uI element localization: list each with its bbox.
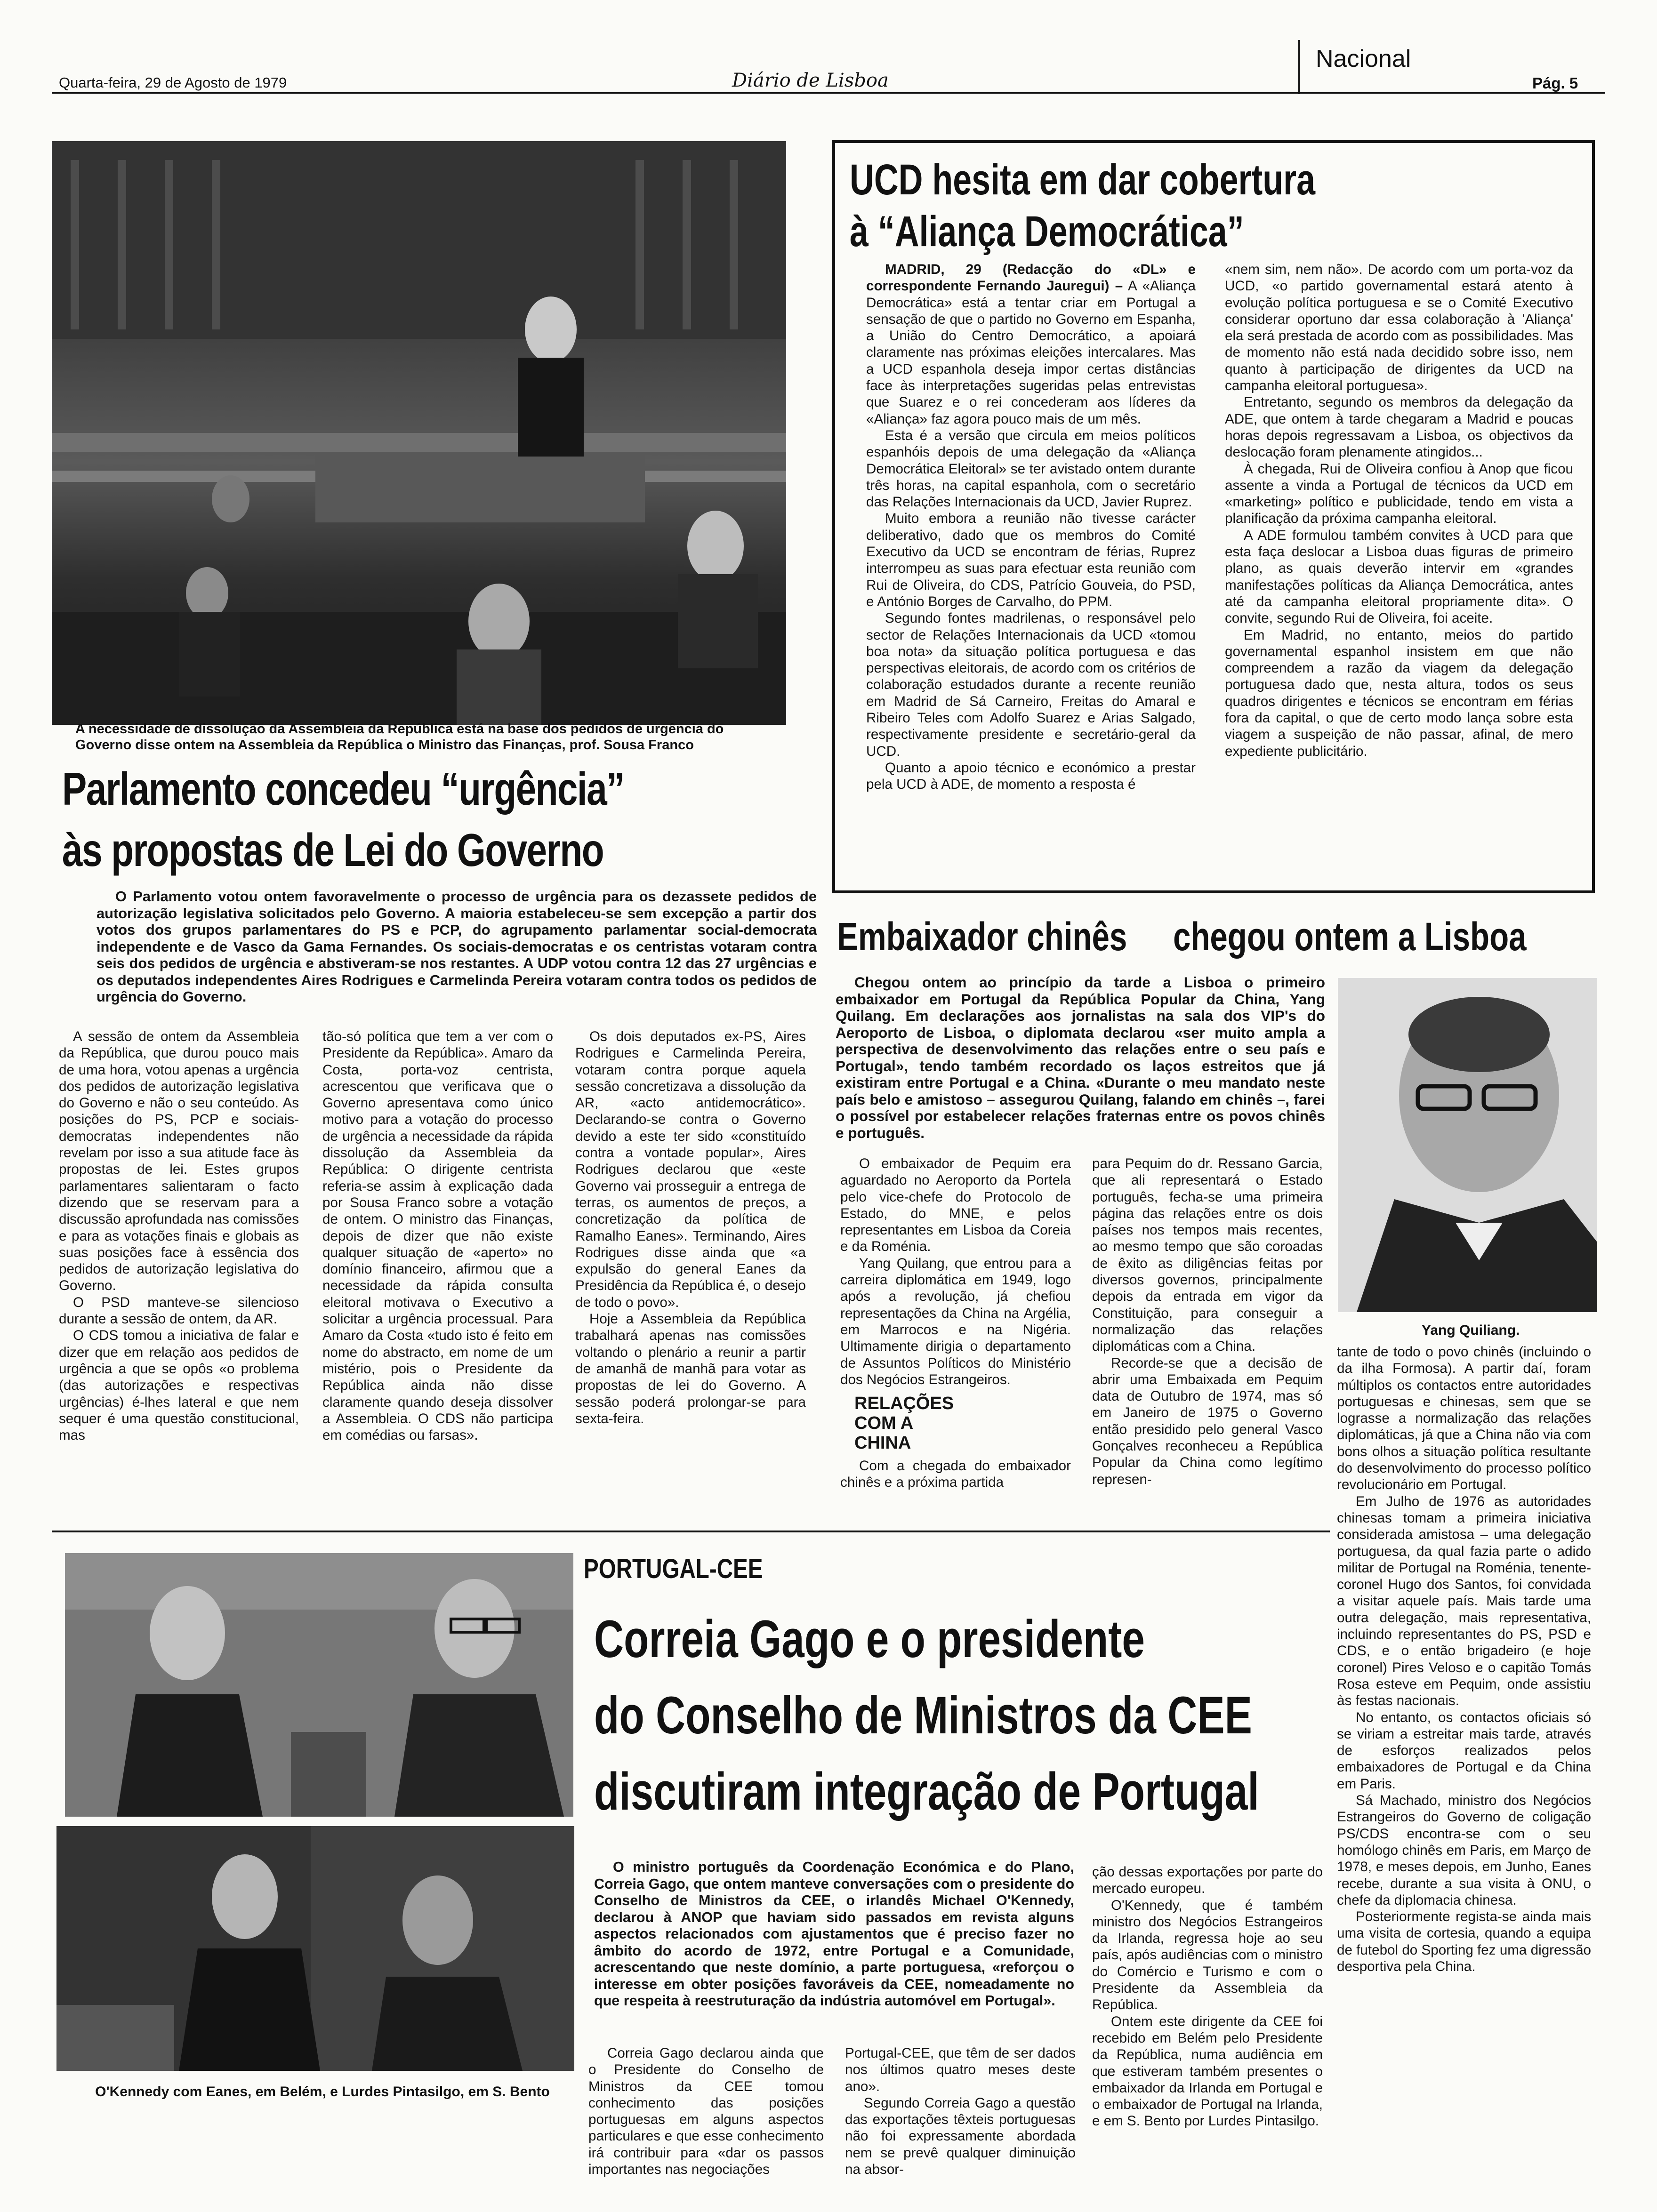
cee-col2-p2: Segundo Correia Gago a questão das exportações têxteis portuguesas não foi expressamente abordada nem se prevê qualquer diminuição na absor- — [845, 2095, 1076, 2178]
china-headline-1: Embaixador chinês — [837, 914, 1127, 959]
ucd-headline-2: à “Aliança Democrática” — [850, 208, 1244, 256]
china-col2-p1: para Pequim do dr. Ressano Garcia, que ali representará o Estado português, fecha-se uma primeira página das relações entre os dois países nos tempos mais recentes, ao mesmo tempo que são coroadas de êxito as diligências feitas por diversos governos, principalmente depois da entrada em vigor da Constituição, para conseguir a normalização das relações diplomáticas com a China. — [1092, 1156, 1323, 1354]
parliament-headline-2: às propostas de Lei do Governo — [62, 824, 604, 876]
parliament-col3-p2: Hoje a Assembleia da República trabalhará apenas nas comissões voltando o plenário a reunir a partir de amanhã de manhã para votar as propostas de lei do Governo. A sessão poderá prolongar-se para sexta-feira. — [575, 1311, 806, 1427]
ucd-col2-p3: À chegada, Rui de Oliveira confiou à Anop que ficou assente a vinda a Portugal de técnicos da UCD em «marketing» político e publicidade, tendo em vista a planificação da próxima campanha eleitoral. — [1225, 461, 1573, 527]
cee-headline-1: Correia Gago e o presidente — [594, 1610, 1145, 1668]
cee-headline-2: do Conselho de Ministros da CEE — [594, 1686, 1252, 1745]
ucd-col1-p1: A «Aliança Democrática» está a tentar criar em Portugal a sensação de que o partido no Governo em Espanha, a União do Centro Democrático, a apoiará claramente nas próximas eleições intercalares. Mas a UCD espanhola deseja impor certas distâncias face às interpretações sugeridas pelas entrevistas que Suarez e o rei concederam aos líderes da «Aliança» faz agora pouco mais de um mês. — [866, 278, 1196, 427]
ucd-col1-p5: Quanto a apoio técnico e económico a prestar pela UCD à ADE, de momento a resposta é — [866, 760, 1196, 793]
china-col3-p2: Em Julho de 1976 as autoridades chinesas tomam a primeira iniciativa considerada amistosa – uma delegação portuguesa, da qual fazia parte o adido militar de Portugal na Roménia, tenente-coronel Hugo dos Santos, foi convidada a visitar aquele país. Mais tarde uma outra delegação, mais representativa, incluindo representantes do PS, PSD e CDS, e o então brigadeiro (e hoje coronel) Pires Veloso e o capitão Tomás Rosa esteve em Pequim, onde assistiu às festas nacionais. — [1337, 1493, 1591, 1709]
china-column-1 — [840, 1155, 1071, 1491]
parliament-headline-1: Parlamento concedeu “urgência” — [62, 763, 624, 815]
china-col3-p1: tante de todo o povo chinês (incluindo o da ilha Formosa). A partir daí, foram múltiplos os contactos entre autoridades portuguesas e chinesas, sem que se lograsse a normalização das relações diplomáticas, já que a China não via com bons olhos a situação política resultante do desenvolvimento do processo político revolucionário em Portugal. — [1337, 1344, 1591, 1493]
cee-section-rule — [52, 1531, 1330, 1532]
china-col3-p3: No entanto, os contactos oficiais só se viriam a estreitar mais tarde, através de esforços realizados pelos embaixadores de Portugal e da China em Paris. — [1337, 1709, 1591, 1792]
cee-photo-caption: O'Kennedy com Eanes, em Belém, e Lurdes Pintasilgo, em S. Bento — [95, 2084, 550, 2100]
okennedy-eanes-photo — [65, 1553, 573, 1817]
ucd-col2-p2: Entretanto, segundo os membros da delegação da ADE, que ontem à tarde chegaram a Madrid e poucas horas depois regressavam a Lisboa, os objectivos da deslocação foram plenamente atingidos... — [1225, 394, 1573, 460]
parliament-column-3 — [575, 1028, 806, 1427]
ucd-col2-p4: A ADE formulou também convites à UCD para que esta faça deslocar a Lisboa duas figuras de primeiro plano, as quais deverão intervir em «grandes manifestações políticas da Aliança Democrática, antes até da campanha eleitoral propriamente dita». O convite, segundo Rui de Oliveira, foi aceite. — [1225, 527, 1573, 626]
cee-column-3 — [1092, 1864, 1323, 2130]
china-column-2 — [1092, 1155, 1323, 1488]
section-box-left-rule — [1298, 40, 1300, 94]
masthead-rule — [52, 92, 1605, 94]
parliament-col2-p1: tão-só política que tem a ver com o Presidente da República». Amaro da Costa, porta-voz centrista, acrescentou que verificava que o Governo apresentava como único motivo para a votação do processo de urgência a necessidade da rápida dissolução da Assembleia da República: O dirigente centrista referia-se assim à explicação dada por Sousa Franco sobre a votação de ontem. O ministro das Finanças, depois de dizer que não existe qualquer situação de «aperto» no domínio financeiro, afirmou que a necessidade da rápida consulta eleitoral motivava o Executivo a solicitar a urgência processual. Para Amaro da Costa «tudo isto é feito em nome do abstracto, em nome de um mistério, pois o Presidente da República ainda não disse claramente quando deseja dissolver a Assembleia. O CDS não participa em comédias ou farsas». — [322, 1029, 553, 1443]
ucd-dateline: MADRID, 29 (Redacção do «DL» e correspondente Fernando Jauregui) – — [866, 262, 1196, 294]
section-name: Nacional — [1316, 45, 1411, 72]
cee-col3-p3: Ontem este dirigente da CEE foi recebido em Belém pelo Presidente da República, numa audiência em que estiveram também presentes o embaixador da Irlanda em Portugal e o embaixador de Portugal na Irlanda, e em S. Bento por Lurdes Pintasilgo. — [1092, 2013, 1323, 2129]
cee-kicker: PORTUGAL-CEE — [584, 1554, 763, 1584]
ucd-column-2 — [1225, 261, 1573, 760]
china-subhead: RELAÇÕES COM A CHINA — [854, 1394, 954, 1453]
issue-date: Quarta-feira, 29 de Agosto de 1979 — [59, 74, 287, 91]
cee-col3-p2: O'Kennedy, que é também ministro dos Negócios Estrangeiros da Irlanda, regressa hoje ao seu país, após audiências com o ministro do Comércio e Turismo e com o Presidente da Assembleia da República. — [1092, 1897, 1323, 2013]
china-col1-p3: Com a chegada do embaixador chinês e a próxima partida — [840, 1458, 1071, 1491]
cee-column-1 — [588, 2045, 824, 2178]
newspaper-name: Diário de Lisboa — [732, 70, 889, 91]
parliament-photo — [52, 141, 786, 725]
cee-col2-p1: Portugal-CEE, que têm de ser dados nos últimos quatro meses deste ano». — [845, 2045, 1076, 2094]
ucd-column-1 — [866, 261, 1196, 793]
ucd-col1-p4: Segundo fontes madrilenas, o responsável pelo sector de Relações Internacionais da UCD «tomou boa nota» da situação política portuguesa e das perspectivas eleitorais, de acordo com os critérios de colaboração estudados durante a recente reunião em Madrid de Sá Carneiro, Freitas do Amaral e Ribeiro Teles com Adolfo Suarez e Arias Salgado, respectivamente presidente e secretário-geral da UCD. — [866, 610, 1196, 759]
parliament-col3-p1: Os dois deputados ex-PS, Aires Rodrigues e Carmelinda Pereira, votaram contra porque aquela sessão concretizava a dissolução da AR, «acto antidemocrático». Declarando-se contra o Governo devido a este ter sido «constituído contra a vontade popular», Aires Rodrigues declarou que «este Governo vai prosseguir a entrega de terras, os aumentos de preços, a concretização da política de Ramalho Eanes». Terminando, Aires Rodrigues disse ainda que «a expulsão do general Eanes da Presidência da República é, o desejo de todo o povo». — [575, 1029, 806, 1310]
parliament-col1-p2: O PSD manteve-se silencioso durante a sessão de ontem, da AR. — [59, 1294, 299, 1327]
cee-col3-p1: ção dessas exportações por parte do mercado europeu. — [1092, 1864, 1323, 1897]
parliament-column-2 — [322, 1028, 553, 1443]
parliament-column-1 — [59, 1028, 299, 1443]
parliament-col1-p3: O CDS tomou a iniciativa de falar e dizer que em relação aos pedidos de urgência a que se opôs «o problema (das autorizações e respectivas urgências) é-lhes lateral e que nem sequer é uma questão constitucional, mas — [59, 1328, 299, 1443]
cee-headline-3: discutiram integração de Portugal — [594, 1762, 1259, 1821]
cee-column-2 — [845, 2045, 1076, 2178]
ambassador-photo-caption: Yang Quiliang. — [1422, 1322, 1520, 1338]
okennedy-pintasilgo-photo — [56, 1826, 574, 2071]
page-number: Pág. 5 — [1532, 74, 1578, 92]
china-col1-p1: O embaixador de Pequim era aguardado no Aeroporto da Portela pelo vice-chefe do Protocolo de Estado, do MNE, e pelos representantes em Lisboa da Coreia e da Roménia. — [840, 1156, 1071, 1255]
parliament-photo-caption: A necessidade de dissolução da Assembleia da República está na base dos pedidos de urgência do Governo disse ontem na Assembleia da República o Ministro das Finanças, prof. Sousa Franco — [75, 721, 724, 753]
china-col2-p2: Recorde-se que a decisão de abrir uma Embaixada em Pequim data de Outubro de 1974, mas só em Janeiro de 1975 o Governo então presidido pelo general Vasco Gonçalves reconheceu a República Popular da China como legítimo represen- — [1092, 1355, 1323, 1487]
ucd-col2-p5: Em Madrid, no entanto, meios do partido governamental espanhol insistem em que não compreendem a razão da viagem da delegação portuguesa dado que, nesta altura, todos os seus quadros dirigentes e técnicos se encontram em férias fora da capital, o que de certo modo lança sobre esta viagem a suspeição de não passar, afinal, de mero expediente publicitário. — [1225, 627, 1573, 759]
ucd-col1-p3: Muito embora a reunião não tivesse carácter deliberativo, dado que os membros do Comité Executivo da UCD se encontram de férias, Ruprez interrompeu as suas para efectuar esta reunião com Rui de Oliveira, do CDS, Patrício Gouveia, do PSD, e António Borges de Carvalho, do PPM. — [866, 511, 1196, 609]
china-col1-p2: Yang Quilang, que entrou para a carreira diplomática em 1949, logo após a revolução, já chefiou representações da China na Argélia, em Marrocos e na Nigéria. Ultimamente dirigia o departamento de Assuntos Políticos do Ministério dos Negócios Estrangeiros. — [840, 1255, 1071, 1387]
cee-col1-p1: Correia Gago declarou ainda que o Presidente do Conselho de Ministros da CEE tomou conhecimento das posições portuguesas em alguns aspectos particulares e que esse conhecimento irá contribuir para «dar os passos importantes nas negociações — [588, 2045, 824, 2178]
china-headline-2: chegou ontem a Lisboa — [1173, 914, 1527, 959]
ambassador-portrait-photo — [1338, 978, 1597, 1312]
ucd-headline-1: UCD hesita em dar cobertura — [850, 156, 1315, 204]
ucd-col1-p2: Esta é a versão que circula em meios políticos espanhóis depois de uma delegação da «Aliança Democrática Eleitoral» se ter avistado ontem durante três horas, na capital espanhola, com o secretário das Relações Internacionais da UCD, Javier Ruprez. — [866, 427, 1196, 510]
ucd-col2-p1: «nem sim, nem não». De acordo com um porta-voz da UCD, «o partido governamental estará atento à evolução política portuguesa e se o Comité Executivo considerar oportuno dar essa colaboração à 'Aliança' ela será prestada de acordo com as possibilidades. Mas de momento não está nada decidido sobre isso, nem quanto à participação de dirigentes da UCD na campanha eleitoral portuguesa». — [1225, 262, 1573, 394]
parliament-col1-p1: A sessão de ontem da Assembleia da República, que durou pouco mais de uma hora, votou apenas a urgência dos pedidos de autorização legislativa do Governo e não o seu conteúdo. As posições do PS, PCP e sociais-democratas independentes não revelam por isso a sua atitude face às propostas de lei. Estes grupos parlamentares salientaram o facto dizendo que se reservam para a discussão aprofundada nas comissões e para as votações finais e globais as suas posições face à essência dos pedidos de autorização legislativa do Governo. — [59, 1029, 299, 1294]
china-lede: Chegou ontem ao princípio da tarde a Lisboa o primeiro embaixador em Portugal da República Popular da China, Yang Quilang. Em declarações aos jornalistas na sala dos VIP's do Aeroporto de Lisboa, o diplomata declarou «ser muito ampla a perspectiva de desenvolvimento das relações entre o seu país e Portugal», tendo também recordado os laços estreitos que já existiram entre Portugal e a China. «Durante o meu mandato neste país belo e amistoso – assegurou Quilang, falando em chinês –, farei o possível por estabelecer relações fraternas entre os povos chinês e português. — [836, 974, 1325, 1141]
china-col3-p4: Sá Machado, ministro dos Negócios Estrangeiros do Governo de coligação PS/CDS encontra-se com o seu homólogo chinês em Paris, em Março de 1978, e meses depois, em Junho, Eanes recebe, durante a sua visita à ONU, o chefe da diplomacia chinesa. — [1337, 1793, 1591, 1908]
cee-lede: O ministro português da Coordenação Económica e do Plano, Correia Gago, que ontem manteve conversações com o presidente do Conselho de Ministros da CEE, o irlandês Michael O'Kennedy, declarou à ANOP que haviam sido passados em revista alguns aspectos relacionados com ajustamentos que é preciso fazer no âmbito do acordo de 1972, entre Portugal e a Comunidade, acrescentando que neste domínio, a parte portuguesa, «reforçou o interesse em obter posições favoráveis da CEE, nomeadamente no que respeita à reestruturação da indústria automóvel em Portugal». — [594, 1859, 1074, 2009]
china-col3-p5: Posteriormente regista-se ainda mais uma visita de cortesia, quando a equipa de futebol do Sporting fez uma digressão desportiva pela China. — [1337, 1909, 1591, 1974]
parliament-lede: O Parlamento votou ontem favoravelmente o processo de urgência para os dezassete pedidos de autorização legislativa solicitados pelo Governo. A maioria estabeleceu-se sem excepção a partir dos votos dos grupos parlamentares do PS e PCP, do agrupamento parlamentar social-democrata independente e de Vasco da Gama Fernandes. Os sociais-democratas e os centristas votaram contra seis dos pedidos de urgência e abstiveram-se nos restantes. A UDP votou contra 12 das 27 urgências e os deputados independentes Aires Rodrigues e Carmelinda Pereira votaram contra todos os pedidos de urgência do Governo. — [97, 888, 817, 1005]
china-column-3 — [1337, 1344, 1591, 1975]
